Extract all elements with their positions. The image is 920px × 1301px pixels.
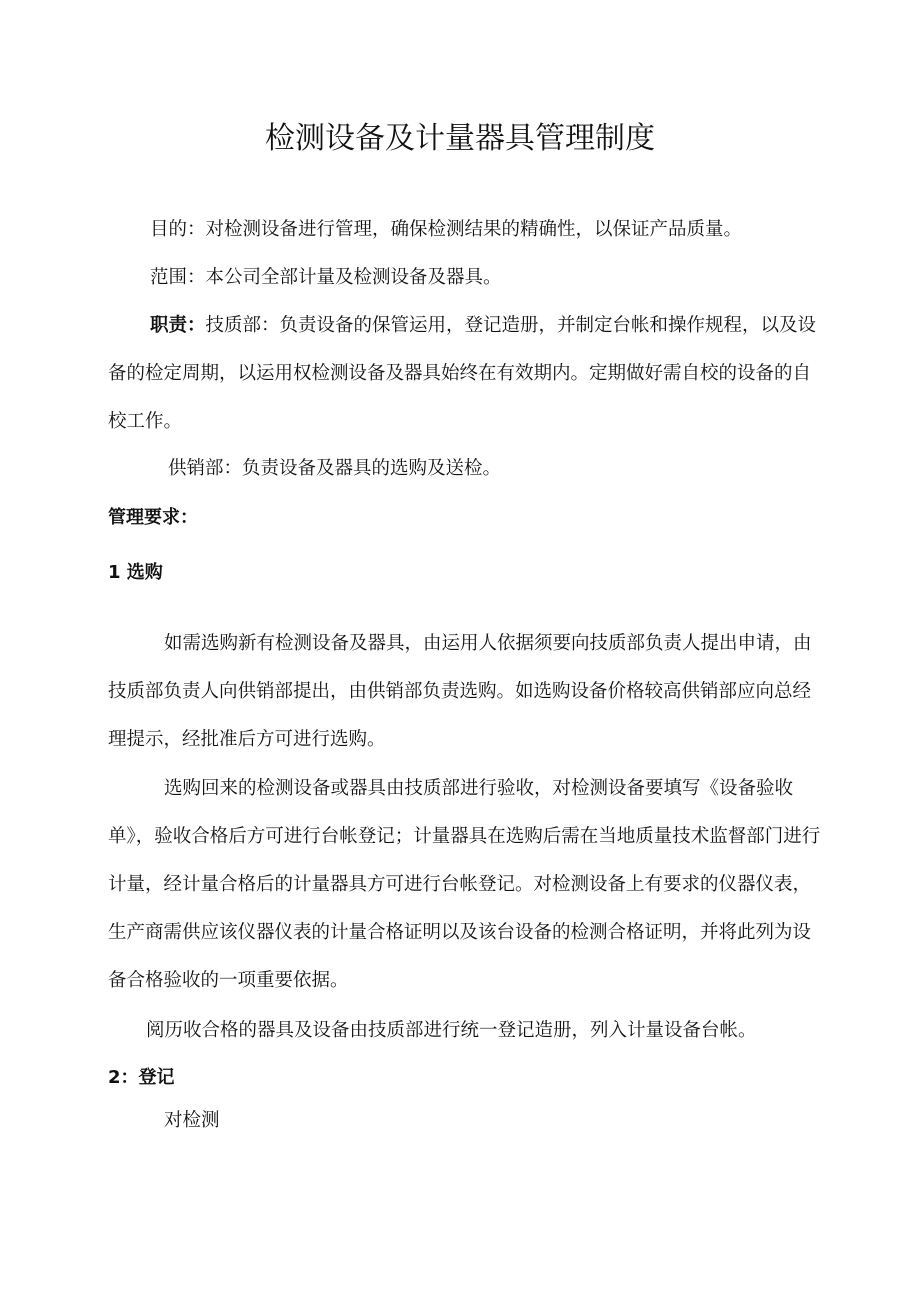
scope-paragraph: 范围：本公司全部计量及检测设备及器具。: [150, 267, 502, 288]
section-1-heading: 1 选购: [108, 562, 163, 583]
document-title: 检测设备及计量器具管理制度: [265, 121, 655, 156]
management-heading: 管理要求：: [108, 507, 198, 528]
section-1-paragraph-3: 阅历收合格的器具及设备由技质部进行统一登记造册，列入计量设备台帐。: [146, 1020, 757, 1041]
section-2-paragraph-1: 对检测: [164, 1110, 220, 1131]
section-1-paragraph-1: 如需选购新有检测设备及器具，由运用人依据须要向技质部负责人提出申请，由技质部负责人向供销部提出，由供销部负责选购。如选购设备价格较高供销部应向总经理提示，经批准后方可进行选购。: [108, 633, 812, 750]
duty-text: 技质部：负责设备的保管运用，登记造册，并制定台帐和操作规程，以及设备的检定周期，以运用权检测设备及器具始终在有效期内。定期做好需自校的设备的自校工作。: [108, 315, 817, 432]
section-1-paragraph-2: 选购回来的检测设备或器具由技质部进行验收，对检测设备要填写《设备验收单》，验收合格后方可进行台帐登记；计量器具在选购后需在当地质量技术监督部门进行计量，经计量合格后的计量器具方可进行台帐登记。对检测设备上有要求的仪器仪表，生产商需供应该仪器仪表的计量合格证明以及该台设备的检测合格证明，并将此列为设备合格验收的一项重要依据。: [108, 778, 821, 991]
purpose-paragraph: 目的：对检测设备进行管理，确保检测结果的精确性，以保证产品质量。: [150, 219, 743, 240]
duty-label: 职责：: [150, 315, 206, 336]
duty-paragraph: [108, 302, 828, 446]
section-2-heading: 2：登记: [108, 1067, 175, 1088]
supply-dept-paragraph: 供销部：负责设备及器具的选购及送检。: [168, 458, 502, 479]
